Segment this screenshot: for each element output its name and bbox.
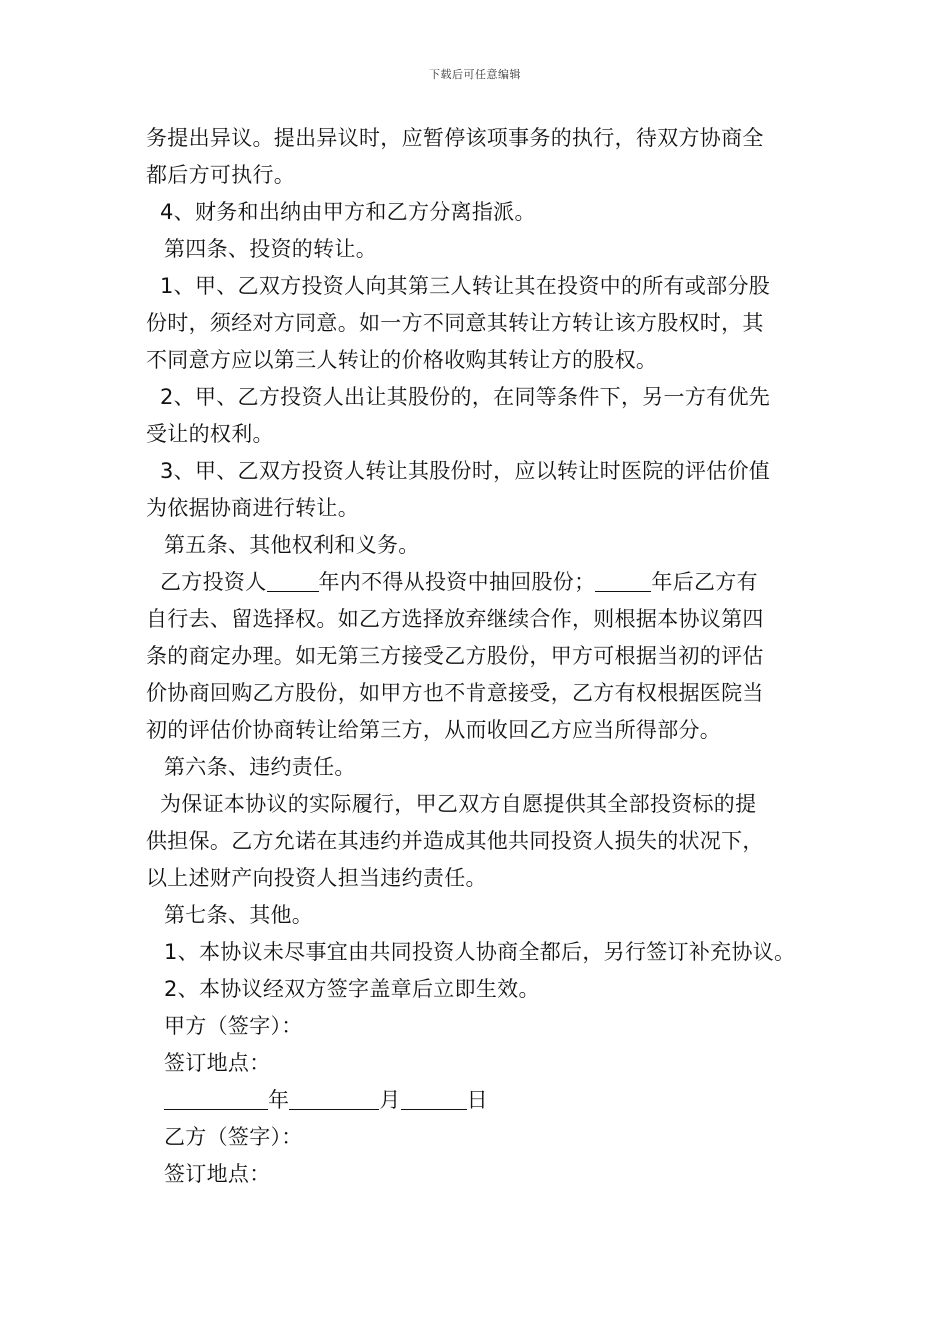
paragraph-line: 1、本协议未尽事宜由共同投资人协商全都后，另行签订补充协议。 (164, 940, 796, 964)
paragraph-line: 自行去、留选择权。如乙方选择放弃继续合作，则根据本协议第四 (146, 607, 764, 631)
date-line (146, 1082, 826, 1119)
paragraph-line: 2、甲、乙方投资人出让其股份的，在同等条件下，另一方有优先 (160, 385, 771, 409)
paragraph-line-with-blanks (146, 564, 826, 601)
paragraph-line: 受让的权利。 (146, 422, 274, 446)
fill-blank-years-after (595, 567, 651, 592)
paragraph-line: 初的评估价协商转让给第三方，从而收回乙方应当所得部分。 (146, 718, 722, 742)
fill-blank-year (164, 1085, 268, 1110)
text-segment: 乙方投资人 (160, 570, 267, 594)
paragraph-line: 供担保。乙方允诺在其违约并造成其他共同投资人损失的状况下， (146, 829, 764, 853)
paragraph-line: 为依据协商进行转让。 (146, 496, 359, 520)
page-header: 下载后可任意编辑 (429, 68, 521, 81)
paragraph-line: 价协商回购乙方股份，如甲方也不肯意接受，乙方有权根据医院当 (146, 681, 764, 705)
fill-blank-day (401, 1085, 467, 1110)
section-heading: 第四条、投资的转让。 (164, 237, 377, 261)
paragraph-line: 以上述财产向投资人担当违约责任。 (146, 866, 487, 890)
paragraph-line: 不同意方应以第三人转让的价格收购其转让方的股权。 (146, 348, 658, 372)
text-segment: 年内不得从投资中抽回股份； (318, 570, 596, 594)
paragraph-line: 份时，须经对方同意。如一方不同意其转让方转让该方股权时，其 (146, 311, 764, 335)
paragraph-line: 3、甲、乙双方投资人转让其股份时，应以转让时医院的评估价值 (160, 459, 771, 483)
paragraph-line: 4、财务和出纳由甲方和乙方分离指派。 (160, 200, 536, 224)
paragraph-line: 2、本协议经双方签字盖章后立即生效。 (164, 977, 540, 1001)
signature-label-party-b: 乙方（签字）： (164, 1125, 303, 1149)
signing-place-label: 签订地点： (164, 1051, 271, 1075)
paragraph-line: 1、甲、乙双方投资人向其第三人转让其在投资中的所有或部分股 (160, 274, 771, 298)
paragraph-line: 条的商定办理。如无第三方接受乙方股份，甲方可根据当初的评估 (146, 644, 764, 668)
paragraph-line: 为保证本协议的实际履行，甲乙双方自愿提供其全部投资标的提 (160, 792, 757, 816)
section-heading: 第六条、违约责任。 (164, 755, 356, 779)
section-heading: 第五条、其他权利和义务。 (164, 533, 420, 557)
fill-blank-month (289, 1085, 379, 1110)
date-year-label: 年 (268, 1088, 290, 1112)
paragraph-line: 都后方可执行。 (146, 163, 296, 187)
signing-place-label: 签订地点： (164, 1162, 271, 1186)
section-heading: 第七条、其他。 (164, 903, 314, 927)
date-day-label: 日 (466, 1088, 488, 1112)
date-month-label: 月 (379, 1088, 401, 1112)
fill-blank-years (267, 567, 319, 592)
paragraph-line: 务提出异议。提出异议时，应暂停该项事务的执行，待双方协商全 (146, 126, 764, 150)
document-body (146, 120, 826, 1193)
signature-label-party-a: 甲方（签字）： (164, 1014, 303, 1038)
text-segment: 年后乙方有 (651, 570, 758, 594)
